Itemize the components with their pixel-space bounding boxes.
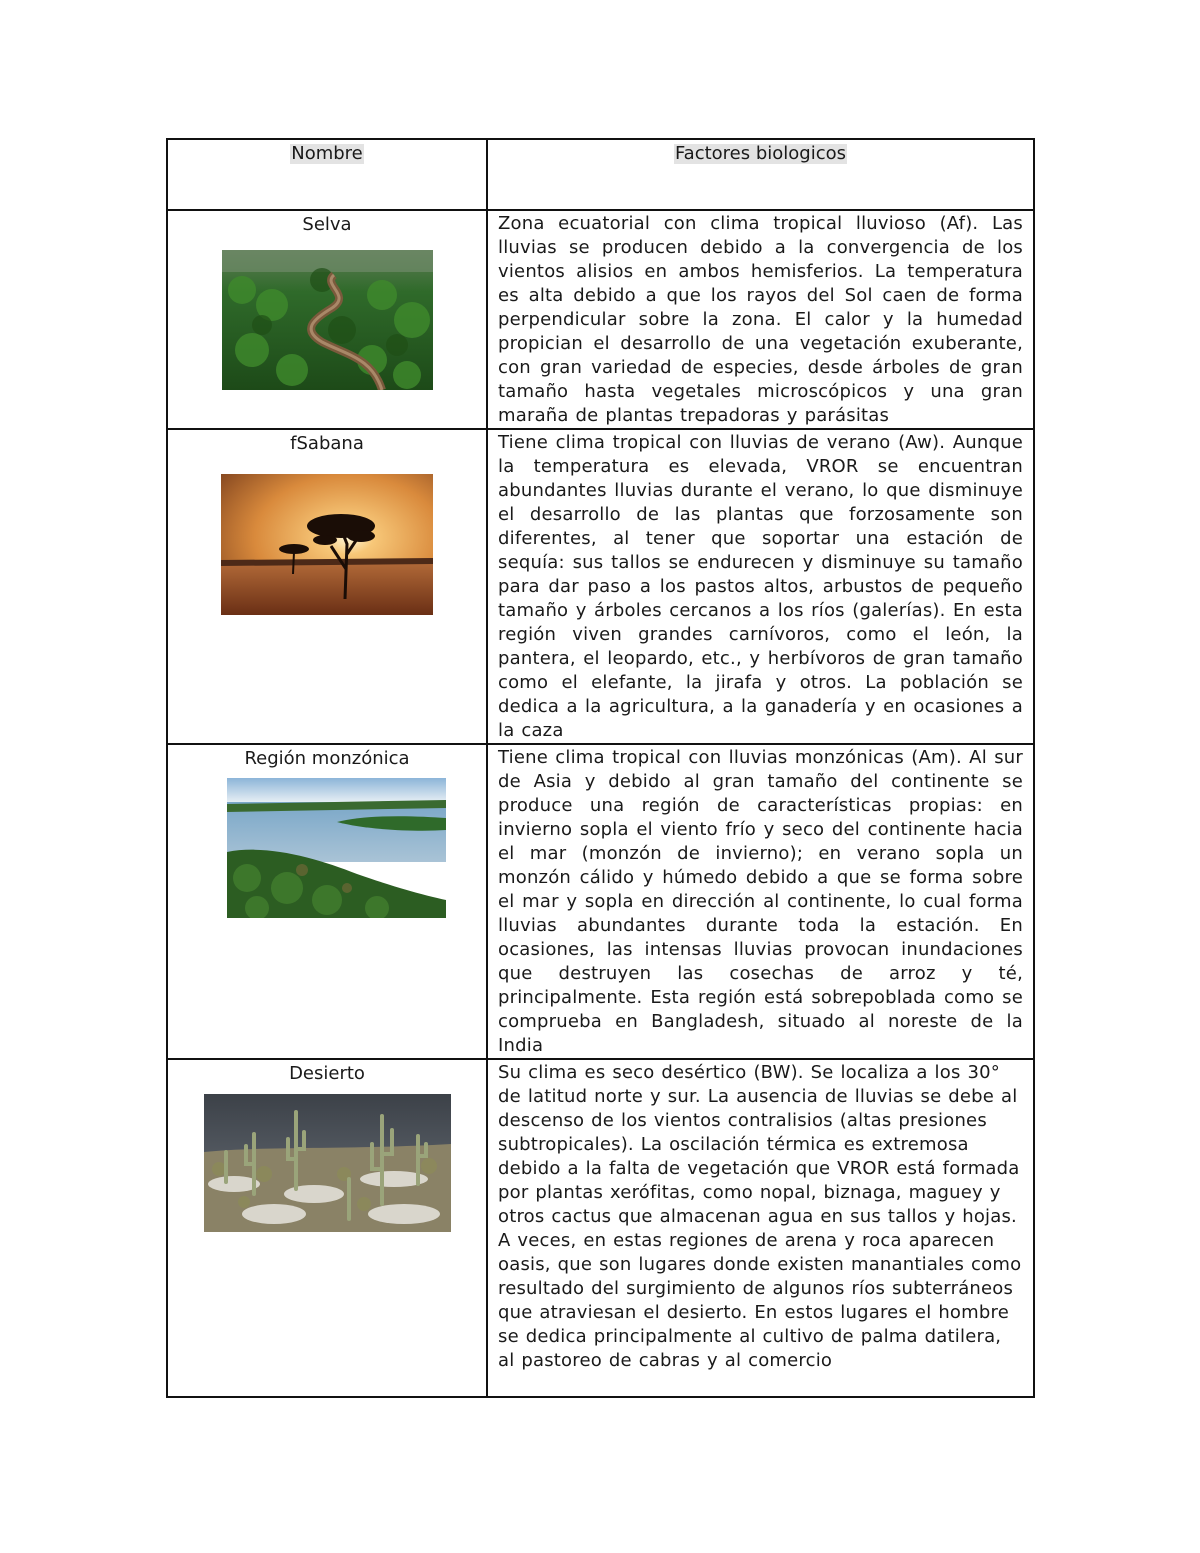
header-cell-factors: [487, 139, 1034, 210]
biome-name: fSabana: [290, 433, 364, 454]
biome-description: Tiene clima tropical con lluvias de verano (Aw). Aunque la temperatura es elevada, VROR se encuentran abundantes lluvias durante el verano, lo que disminuye el desarrollo de las plantas que forzosamente son diferentes, al tener que soportar una estación de sequía: sus tallos se endurecen y disminuye su tamaño para dar paso a los pastos altos, arbustos de pequeño tamaño y árboles cercanos a los ríos (galerías). En esta región viven grandes carnívoros, como el león, la pantera, el leopardo, etc., y herbívoros de gran tamaño como el elefante, la jirafa y otros. La población se dedica a la agricultura, a la ganadería y en ocasiones a la caza: [498, 432, 1023, 741]
biome-name: Región monzónica: [244, 748, 410, 769]
description-cell: [487, 1059, 1034, 1397]
name-cell: [167, 210, 487, 429]
name-cell: [167, 1059, 487, 1397]
table-row: [167, 210, 1034, 429]
description-cell: [487, 744, 1034, 1059]
header-name: Nombre: [291, 143, 363, 164]
name-cell: [167, 429, 487, 744]
table-row: [167, 429, 1034, 744]
table-row: [167, 744, 1034, 1059]
description-cell: [487, 429, 1034, 744]
savanna-acacia-sunset-photo: [221, 474, 433, 615]
header-row: [167, 139, 1034, 210]
rainforest-river-photo: [222, 250, 433, 390]
biome-description: Tiene clima tropical con lluvias monzónicas (Am). Al sur de Asia y debido al gran tamaño del continente se produce una región de características propias: en invierno sopla el viento frío y seco del continente hacia el mar (monzón de invierno); en verano sopla un monzón cálido y húmedo debido a que se forma sobre el mar y sopla en dirección al continente, lo cual forma lluvias abundantes durante toda la estación. En ocasiones, las intensas lluvias provocan inundaciones que destruyen las cosechas de arroz y té, principalmente. Esta región está sobrepoblada como se comprueba en Bangladesh, situado al noreste de la India: [498, 747, 1023, 1056]
header-factors: Factores biologicos: [674, 143, 847, 164]
name-cell: [167, 744, 487, 1059]
header-cell-name: [167, 139, 487, 210]
desert-cactus-photo: [204, 1094, 451, 1232]
monsoon-river-forest-photo: [227, 778, 446, 918]
description-cell: [487, 210, 1034, 429]
biomes-table: [166, 138, 1035, 1398]
biome-name: Selva: [302, 214, 352, 235]
biome-name: Desierto: [289, 1063, 365, 1084]
biome-description: Su clima es seco desértico (BW). Se localiza a los 30° de latitud norte y sur. La ausencia de lluvias se debe al descenso de los vientos contralisios (altas presiones subtropicales). La oscilación térmica es extremosa debido a la falta de vegetación que VROR está formada por plantas xerófitas, como nopal, biznaga, maguey y otros cactus que almacenan agua en sus tallos y hojas. A veces, en estas regiones de arena y roca aparecen oasis, que son lugares donde existen manantiales como resultado del surgimiento de algunos ríos subterráneos que atraviesan el desierto. En estos lugares el hombre se dedica principalmente al cultivo de palma datilera, al pastoreo de cabras y al comercio: [498, 1062, 1022, 1371]
biome-description: Zona ecuatorial con clima tropical lluvioso (Af). Las lluvias se producen debido a la convergencia de los vientos alisios en ambos hemisferios. La temperatura es alta debido a que los rayos del Sol caen de forma perpendicular sobre la zona. El calor y la humedad propician el desarrollo de una vegetación exuberante, con gran variedad de especies, desde árboles de gran tamaño hasta vegetales microscópicos y una gran maraña de plantas trepadoras y parásitas: [498, 213, 1023, 426]
table-row: [167, 1059, 1034, 1397]
